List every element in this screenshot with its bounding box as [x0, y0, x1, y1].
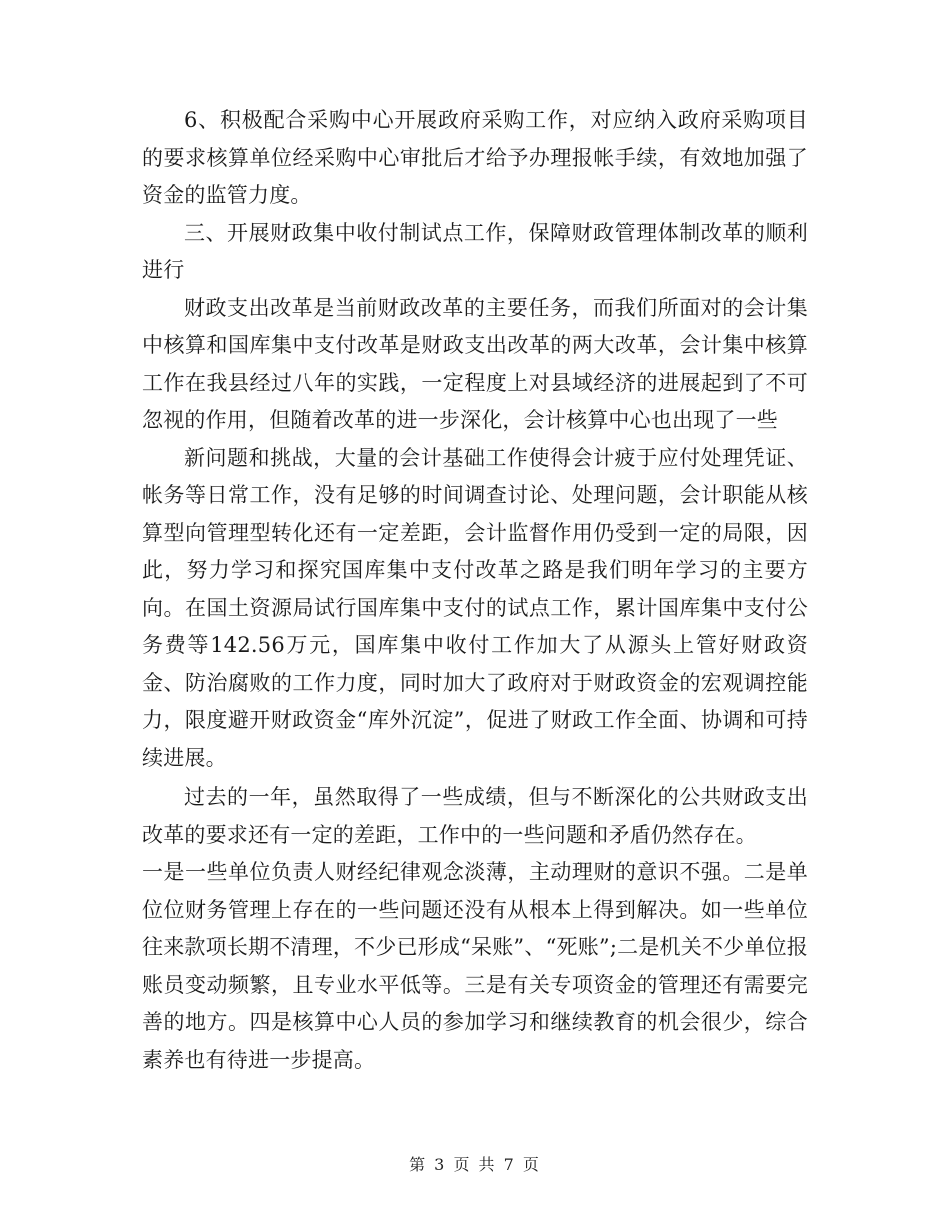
paragraph-expenditure-reform: 财政支出改革是当前财政改革的主要任务，而我们所面对的会计集中核算和国库集中支付改革是财政支出改革的两大改革，会计集中核算工作在我县经过八年的实践，一定程度上对县域经济的进展起到了不可忽视的作用，但随着改革的进一步深化，会计核算中心也出现了一些: [142, 295, 808, 432]
paragraph-issues-list: 一是一些单位负责人财经纪律观念淡薄，主动理财的意识不强。二是单位位财务管理上存在的一些问题还没有从根本上得到解决。如一些单位往来款项长期不清理，不少已形成“呆账”、“死账”;二是机关不少单位报账员变动频繁，且专业水平低等。三是有关专项资金的管理还有需要完善的地方。四是核算中心人员的参加学习和继续教育的机会很少，综合素养也有待进一步提高。: [142, 860, 808, 1072]
document-body: [142, 102, 808, 1079]
page-number-footer: 第 3 页 共 7 页: [409, 1155, 541, 1174]
section-heading-three: 三、开展财政集中收付制试点工作，保障财政管理体制改革的顺利进行: [142, 220, 808, 282]
paragraph-procurement: 6、积极配合采购中心开展政府采购工作，对应纳入政府采购项目的要求核算单位经采购中心审批后才给予办理报帐手续，有效地加强了资金的监管力度。: [142, 108, 808, 207]
paragraph-past-year: 过去的一年，虽然取得了一些成绩，但与不断深化的公共财政支出改革的要求还有一定的差距，工作中的一些问题和矛盾仍然存在。: [142, 785, 808, 847]
paragraph-new-problems: 新问题和挑战，大量的会计基础工作使得会计疲于应付处理凭证、帐务等日常工作，没有足够的时间调查讨论、处理问题，会计职能从核算型向管理型转化还有一定差距，会计监督作用仍受到一定的局限，因此，努力学习和探究国库集中支付改革之路是我们明年学习的主要方向。在国土资源局试行国库集中支付的试点工作，累计国库集中支付公务费等142.56万元，国库集中收付工作加大了从源头上管好财政资金、防治腐败的工作力度，同时加大了政府对于财政资金的宏观调控能力，限度避开财政资金“库外沉淀”，促进了财政工作全面、协调和可持续进展。: [142, 445, 808, 770]
